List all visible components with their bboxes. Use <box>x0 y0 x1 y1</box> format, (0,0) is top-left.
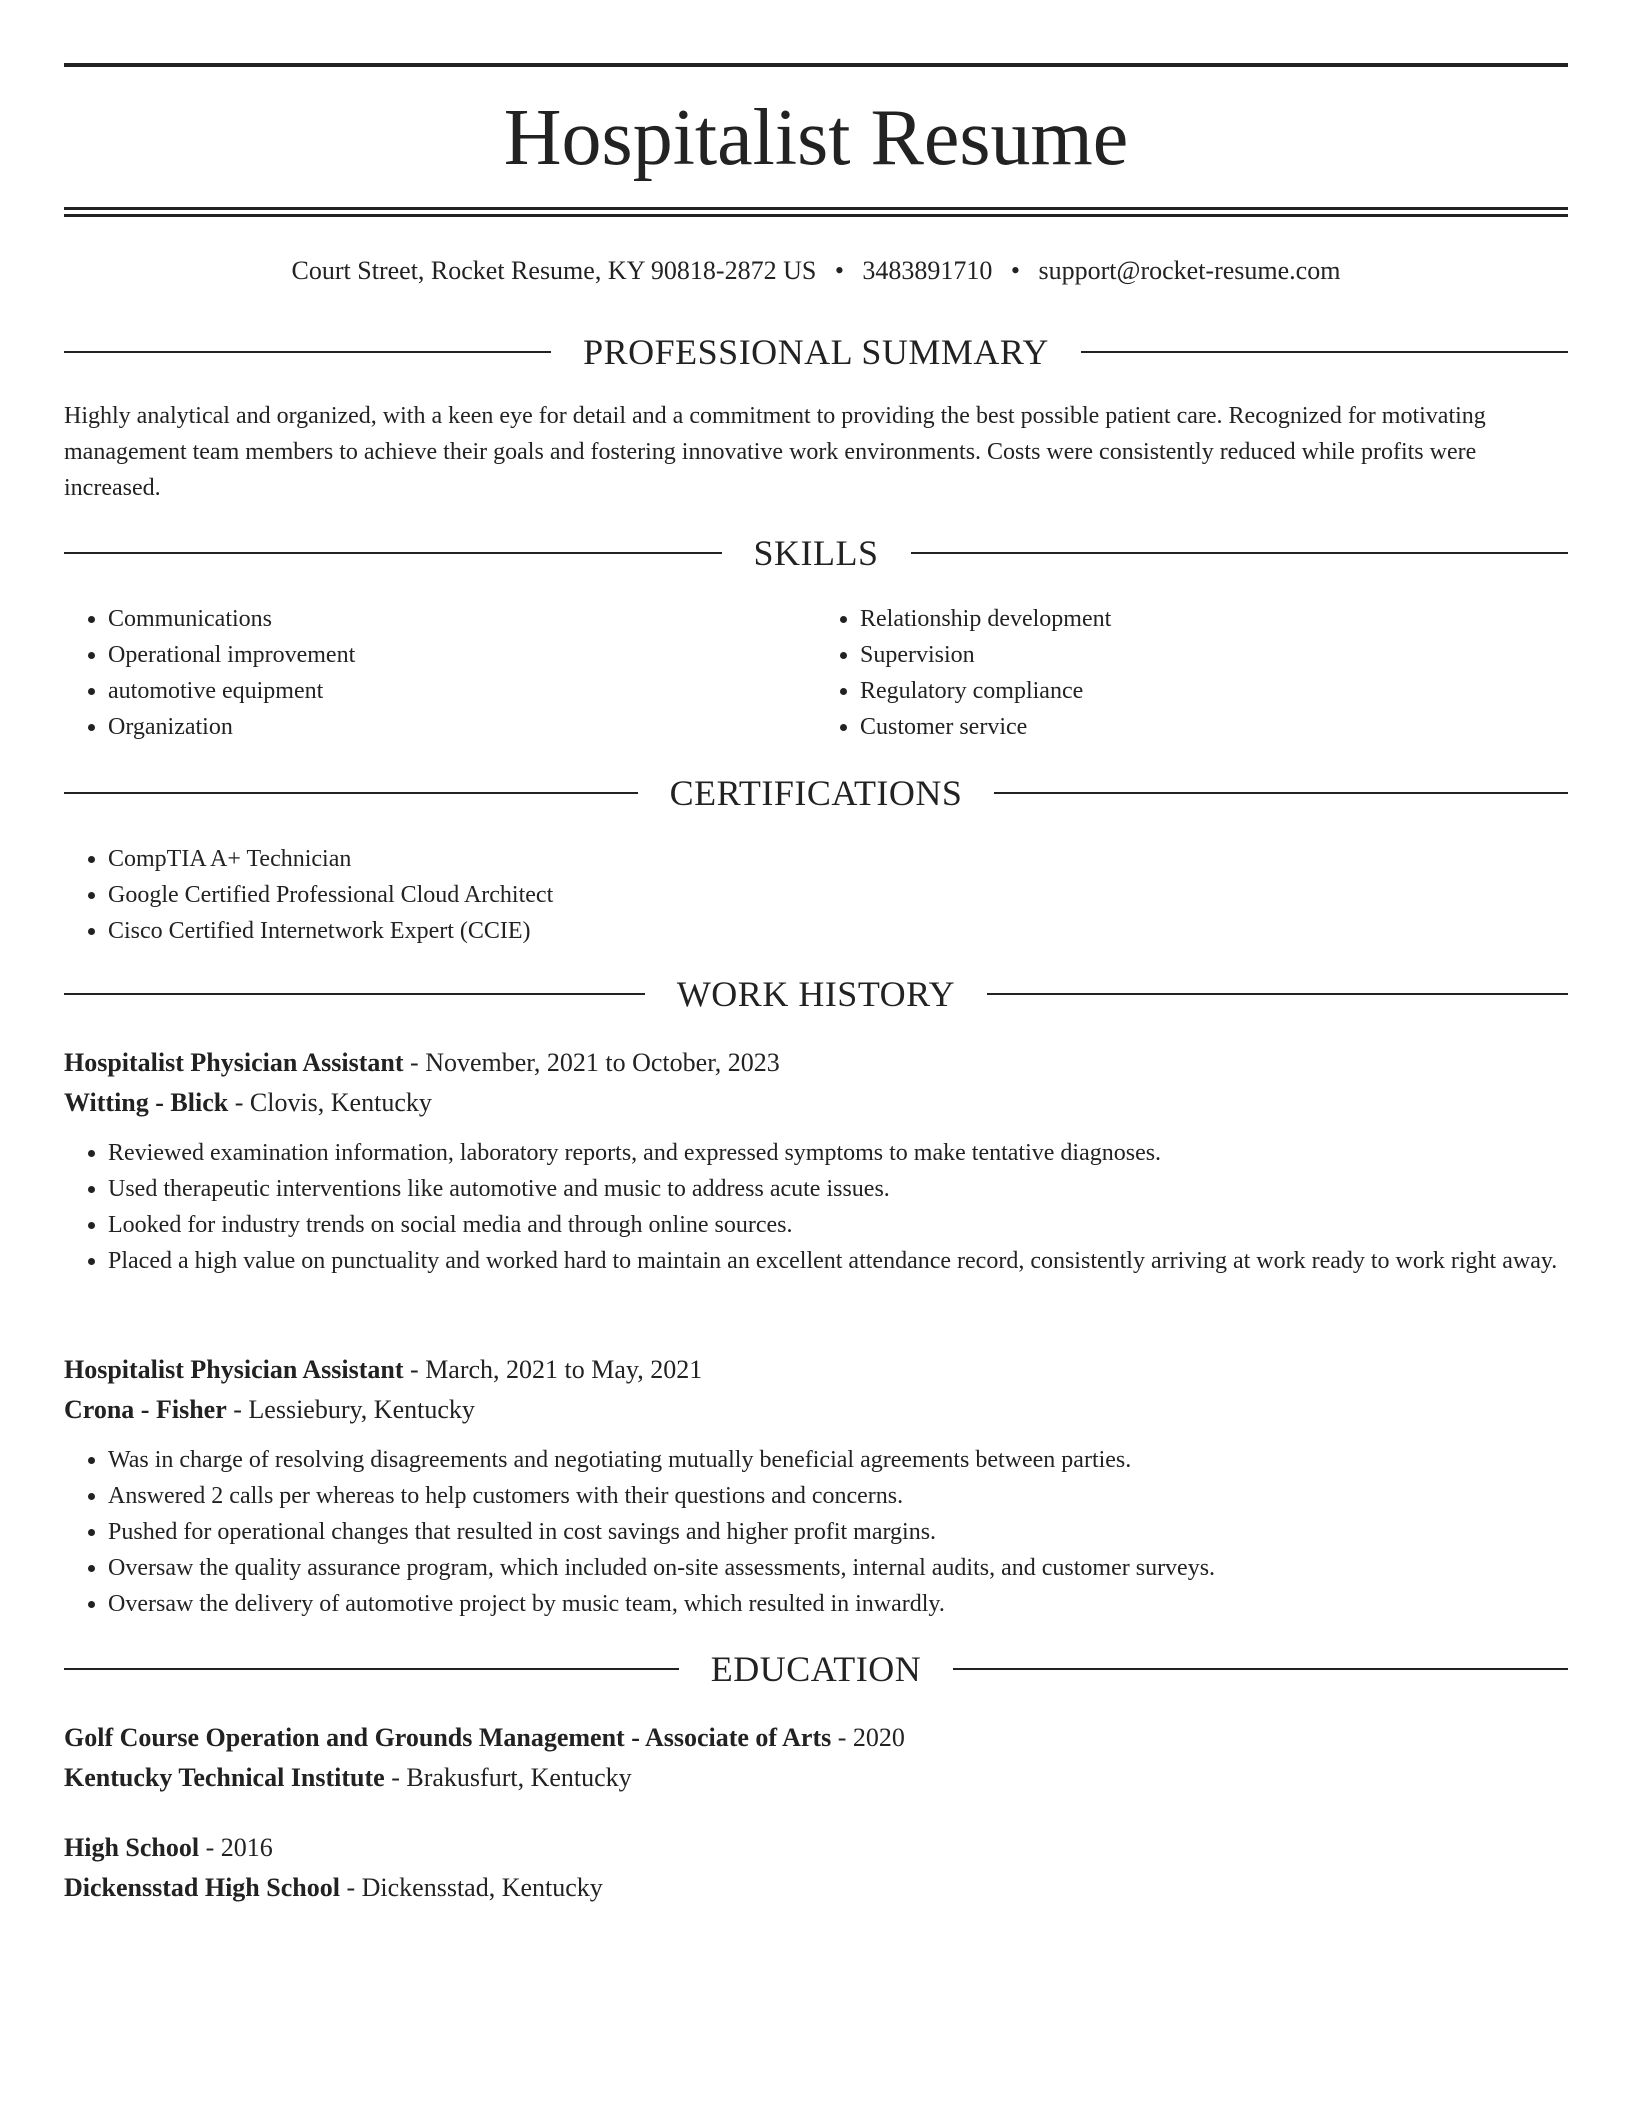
section-header-education <box>64 1649 1568 1689</box>
job-entry <box>64 1350 1568 1622</box>
job-company: Crona - Fisher <box>64 1395 227 1424</box>
skill-item: • Operational improvement <box>108 637 816 673</box>
section-rule <box>987 993 1568 995</box>
education-year: 2016 <box>220 1833 273 1862</box>
skill-item: • automotive equipment <box>108 673 816 709</box>
job-title: Hospitalist Physician Assistant <box>64 1048 404 1077</box>
section-rule <box>64 552 722 554</box>
job-bullet: • Oversaw the quality assurance program, which included on-site assessments, internal audits, and customer surveys. <box>108 1550 1568 1586</box>
contact-address: Court Street, Rocket Resume, KY 90818-2872 US <box>291 256 817 285</box>
section-rule <box>911 552 1569 554</box>
section-rule <box>64 1668 679 1670</box>
certifications-list <box>64 841 1568 949</box>
job-bullet: • Placed a high value on punctuality and worked hard to maintain an excellent attendance record, consistently arriving at work ready to work right away. <box>108 1243 1568 1279</box>
job-dates: November, 2021 to October, 2023 <box>425 1048 780 1077</box>
job-bullets <box>64 1442 1568 1622</box>
contact-separator: • <box>1010 256 1021 285</box>
section-title-education: EDUCATION <box>710 1649 922 1689</box>
certification-item: • Google Certified Professional Cloud Architect <box>108 877 1568 913</box>
skills-list <box>64 601 1568 745</box>
skill-item: • Regulatory compliance <box>860 673 1568 709</box>
job-bullet: • Used therapeutic interventions like automotive and music to address acute issues. <box>108 1171 1568 1207</box>
job-company: Witting - Blick <box>64 1088 229 1117</box>
contact-phone: 3483891710 <box>862 256 993 285</box>
certification-item: • CompTIA A+ Technician <box>108 841 1568 877</box>
education-school: Dickensstad High School <box>64 1873 340 1902</box>
skill-item: • Customer service <box>860 709 1568 745</box>
job-bullet: • Was in charge of resolving disagreements and negotiating mutually beneficial agreements between parties. <box>108 1442 1568 1478</box>
job-bullet: • Reviewed examination information, laboratory reports, and expressed symptoms to make tentative diagnoses. <box>108 1135 1568 1171</box>
skills-column-left <box>64 601 816 745</box>
education-entry <box>64 1828 1568 1908</box>
dash: - <box>339 1873 362 1902</box>
job-bullet: • Pushed for operational changes that resulted in cost savings and higher profit margins. <box>108 1514 1568 1550</box>
job-company-line <box>64 1083 1568 1123</box>
section-rule <box>1081 351 1568 353</box>
education-degree-line <box>64 1718 1568 1758</box>
section-header-work <box>64 974 1568 1014</box>
section-title-certifications: CERTIFICATIONS <box>669 773 963 813</box>
dash: - <box>228 1088 250 1117</box>
skill-item: • Organization <box>108 709 816 745</box>
section-rule <box>64 351 551 353</box>
section-rule <box>994 792 1568 794</box>
skill-item: • Supervision <box>860 637 1568 673</box>
dash: - <box>831 1723 853 1752</box>
section-rule <box>64 792 638 794</box>
education-location: Brakusfurt, Kentucky <box>406 1763 632 1792</box>
education-entry <box>64 1718 1568 1798</box>
job-title-line <box>64 1350 1568 1390</box>
education-school-line <box>64 1868 1568 1908</box>
job-bullet: • Looked for industry trends on social media and through online sources. <box>108 1207 1568 1243</box>
job-bullet: • Oversaw the delivery of automotive project by music team, which resulted in inwardly. <box>108 1586 1568 1622</box>
section-header-summary <box>64 332 1568 372</box>
job-entry <box>64 1043 1568 1279</box>
job-bullets <box>64 1135 1568 1279</box>
education-year: 2020 <box>852 1723 905 1752</box>
job-location: Lessiebury, Kentucky <box>248 1395 475 1424</box>
education-degree-line <box>64 1828 1568 1868</box>
resume-title: Hospitalist Resume <box>503 94 1129 182</box>
job-dates: March, 2021 to May, 2021 <box>425 1355 703 1384</box>
education-degree: High School <box>64 1833 200 1862</box>
title-double-rule <box>64 207 1568 217</box>
top-rule <box>64 63 1568 67</box>
skill-item: • Relationship development <box>860 601 1568 637</box>
contact-email: support@rocket-resume.com <box>1038 256 1341 285</box>
education-school: Kentucky Technical Institute <box>64 1763 385 1792</box>
dash: - <box>226 1395 249 1424</box>
contact-separator: • <box>834 256 844 285</box>
section-header-skills <box>64 533 1568 573</box>
skill-item: • Communications <box>108 601 816 637</box>
dash: - <box>403 1355 426 1384</box>
section-title-skills: SKILLS <box>753 533 879 573</box>
education-school-line <box>64 1758 1568 1798</box>
certification-item: • Cisco Certified Internetwork Expert (CCIE) <box>108 913 1568 949</box>
dash: - <box>384 1763 407 1792</box>
summary-text: Highly analytical and organized, with a keen eye for detail and a commitment to providing the best possible patient care. Recognized for motivating management team members to achieve their goals and fostering innovative work environments. Costs were consistently reduced while profits were increased. <box>64 403 1486 501</box>
education-degree: Golf Course Operation and Grounds Management - Associate of Arts <box>64 1723 832 1752</box>
job-title-line <box>64 1043 1568 1083</box>
dash: - <box>403 1048 426 1077</box>
dash: - <box>199 1833 221 1862</box>
section-rule <box>64 993 645 995</box>
section-title-summary: PROFESSIONAL SUMMARY <box>583 332 1049 372</box>
education-location: Dickensstad, Kentucky <box>361 1873 603 1902</box>
job-bullet: • Answered 2 calls per whereas to help customers with their questions and concerns. <box>108 1478 1568 1514</box>
job-location: Clovis, Kentucky <box>249 1088 432 1117</box>
job-title: Hospitalist Physician Assistant <box>64 1355 404 1384</box>
section-rule <box>953 1668 1568 1670</box>
section-header-certifications <box>64 773 1568 813</box>
contact-line <box>64 255 1568 287</box>
section-title-work: WORK HISTORY <box>676 974 956 1014</box>
job-company-line <box>64 1390 1568 1430</box>
skills-column-right <box>816 601 1568 745</box>
